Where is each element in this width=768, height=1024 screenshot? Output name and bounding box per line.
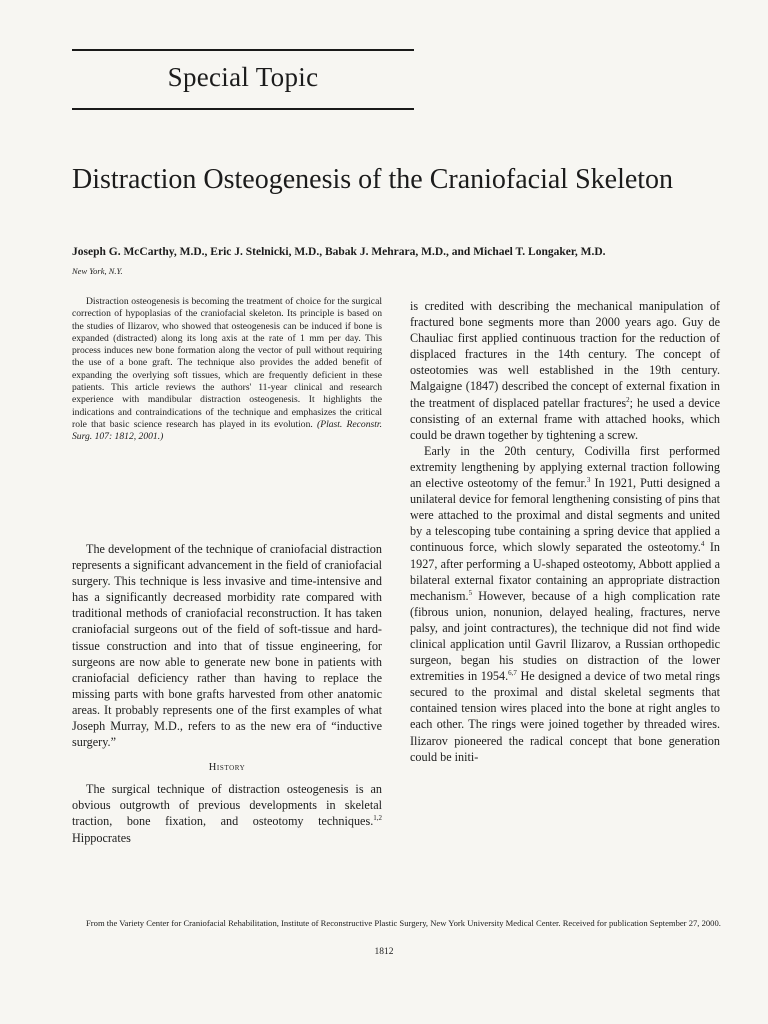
history-text: In 1927, after performing a U-shaped osteotomy, Abbott applied a bilateral external fixator containing an appropriate distraction mechanism. (410, 540, 720, 603)
history-text: However, because of a high complication rate (fibrous union, nonunion, delayed healing, fractures, nerve palsy, and joint contractures), the technique did not find wide clinical application until Gavril Ilizarov, a Russian orthopedic surgeon, began his studies on distraction of the lower extremities in 1954. (410, 588, 720, 684)
history-paragraph-1-start (72, 781, 382, 845)
reference-marker: 4 (700, 540, 705, 549)
history-text: ; he used a device consisting of an external frame with attached hooks, which could be drawn together by tightening a screw. (410, 395, 720, 442)
section-heading-history: History (208, 762, 246, 774)
header-rule-bottom (72, 108, 414, 110)
body-column-left (72, 541, 382, 846)
abstract (72, 296, 382, 444)
body-column-right (410, 298, 720, 765)
abstract-text: Distraction osteogenesis is becoming the treatment of choice for the surgical correction of hypoplasias of the craniofacial skeleton. Its principle is based on the studies of Ilizarov, who showed that osteogenesis can be induced if bone is expanded (distracted) along its long axis at the rate of 1 mm per day. This process induces new bone formation along the vector of pull without requiring the use of a bone graft. The technique also provides the added benefit of expanding the overlying soft tissues, which are frequently deficient in these patients. This article reviews the authors' 11-year clinical and research experience with mandibular distraction osteogenesis. It highlights the indications and contraindications of the technique and emphasizes the critical role that basic science research has played in its evolution. (72, 296, 382, 430)
citation: (Plast. Reconstr. Surg. 107: 1812, 2001.) (72, 418, 382, 443)
history-text: is credited with describing the mechanical manipulation of fractured bone segments more than 2000 years ago. Guy de Chauliac first applied continuous traction for the reduction of displaced fractures in the 14th century. The concept of osteotomies was well established in the 19th century. Malgaigne (1847) described the concept of external fixation in the treatment of displaced patellar fractures (410, 299, 720, 410)
section-label: Special Topic (167, 62, 319, 92)
article-title: Distraction Osteogenesis of the Craniofacial Skeleton (72, 164, 674, 195)
footnote: From the Variety Center for Craniofacial Rehabilitation, Institute of Reconstructive Plastic Surgery, New York University Medical Center. Received for publication September 27, 2000. (86, 918, 721, 928)
history-text: He designed a device of two metal rings secured to the proximal and distal skeletal segments that contained tension wires placed into the bone at right angles to each other. The rings were joined together by threaded wires. Ilizarov pioneered the radical concept that bone generation could be initi- (410, 669, 720, 764)
reference-marker: 2 (626, 395, 630, 404)
reference-marker: 3 (586, 475, 591, 484)
affiliation: New York, N.Y. (72, 266, 123, 276)
intro-paragraph: The development of the technique of craniofacial distraction represents a significant advancement in the field of craniofacial surgery. This technique is less invasive and time-intensive and has a significantly decreased morbidity rate compared with traditional methods of craniofacial reconstruction. It has taken craniofacial surgeons out of the field of soft-tissue and hard-tissue construction and into that of tissue engineering, for surgeons are now able to generate new bone in patients with craniofacial deficiency rather than having to replace the missing parts with bone grafts harvested from other anatomic areas. It probably represents one of the first examples of what Joseph Murray, M.D., refers to as the new era of “inductive surgery.” (72, 542, 382, 750)
history-text: In 1921, Putti designed a unilateral device for femoral lengthening consisting of pins that were attached to the proximal and distal segments and united by a telescoping tube containing a spring device that applied a continuous force, which slowly separated the osteotomy. (410, 476, 721, 555)
history-text: Early in the 20th century, Codivilla first performed extremity lengthening by applying external traction following an elective osteotomy of the femur. (410, 443, 720, 491)
history-text: The surgical technique of distraction osteogenesis is an obvious outgrowth of previous developments in skeletal traction, bone fixation, and osteotomy techniques. (72, 782, 382, 829)
reference-marker: 5 (468, 588, 473, 597)
history-paragraph-2 (410, 443, 720, 765)
history-paragraph-1-continued (410, 298, 720, 443)
history-text: Hippocrates (72, 830, 131, 845)
page-number: 1812 (374, 947, 394, 957)
header-rule-top (72, 49, 414, 51)
reference-marker: 1,2 (373, 814, 382, 823)
reference-marker: 6,7 (508, 669, 517, 678)
author-list: Joseph G. McCarthy, M.D., Eric J. Stelnicki, M.D., Babak J. Mehrara, M.D., and Michael T. Longaker, M.D. (72, 246, 606, 258)
